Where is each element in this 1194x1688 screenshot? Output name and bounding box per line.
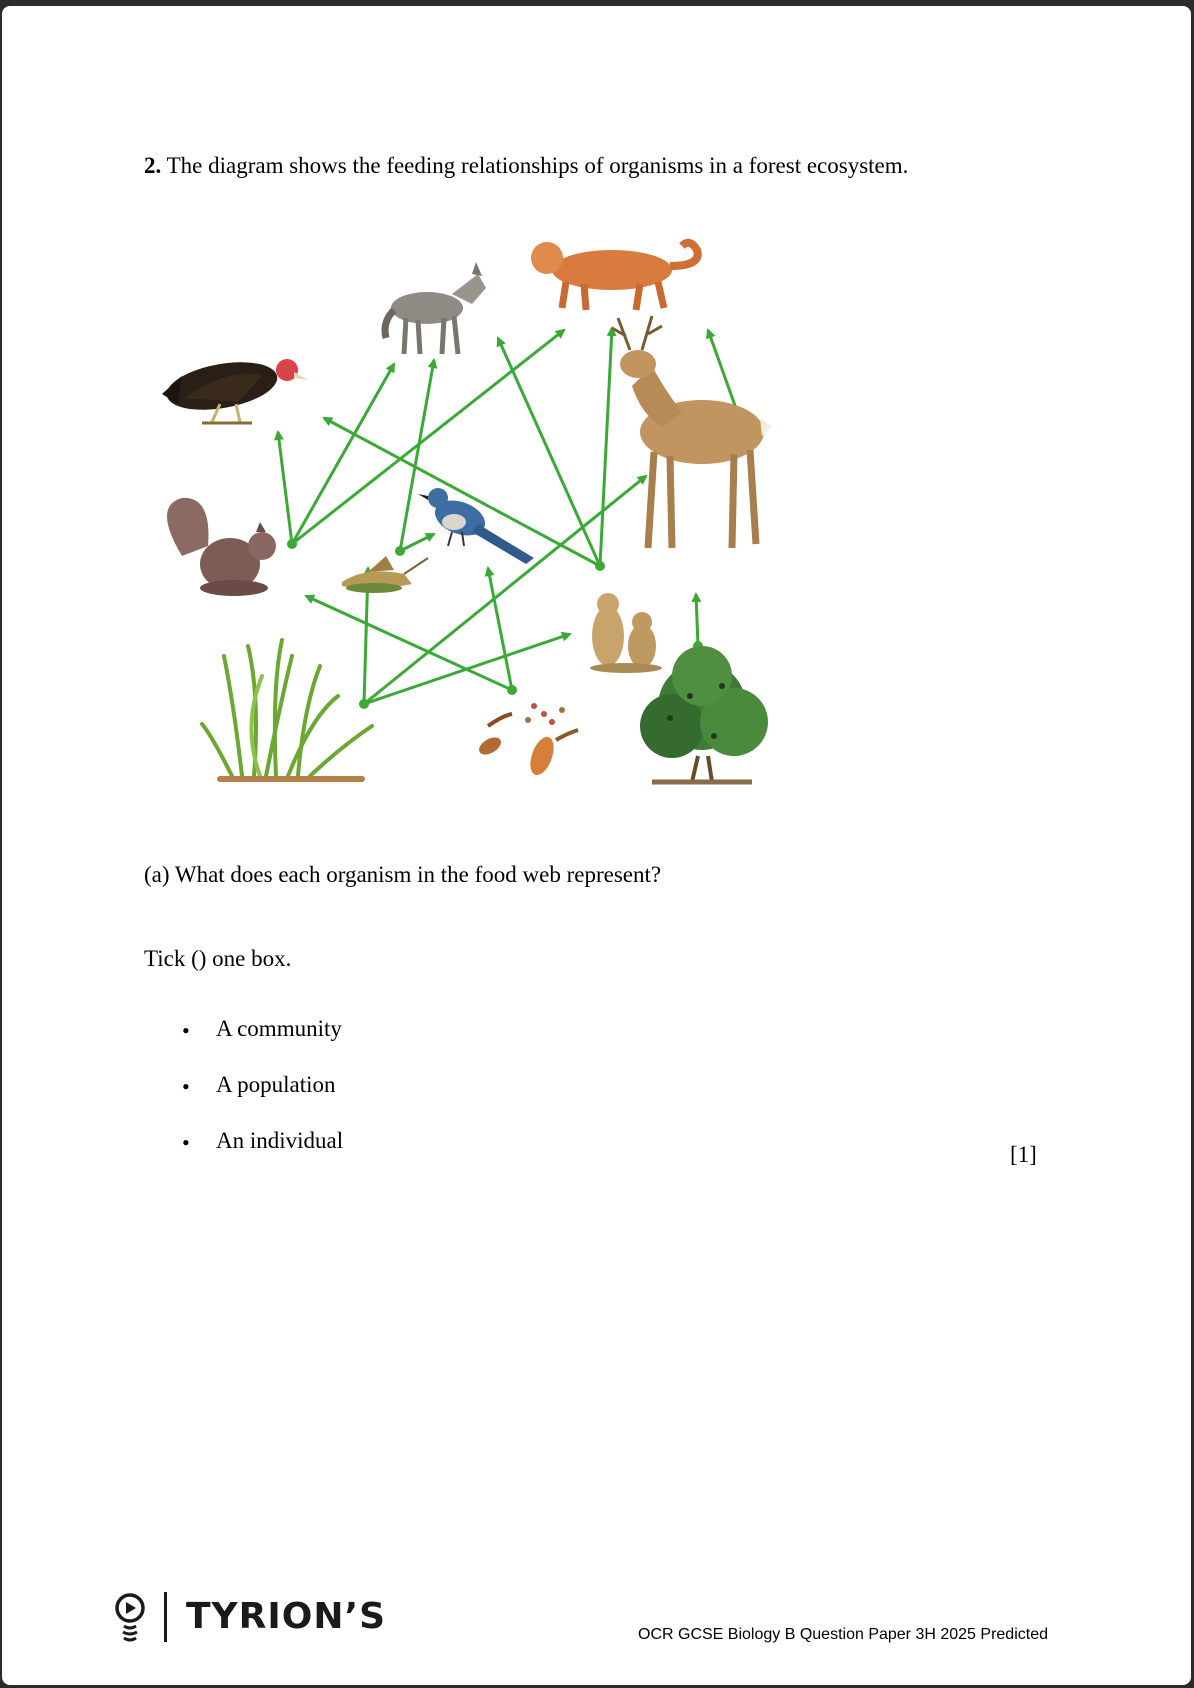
part-a-question: (a) What does each organism in the food web represent? (144, 862, 662, 887)
grass-icon (202, 640, 372, 779)
question-2 (144, 152, 908, 180)
arrow-squirrel-coyote (292, 364, 394, 544)
brand-logo (114, 1588, 394, 1648)
arrow-squirrel-puma (292, 330, 564, 544)
puma-icon (531, 242, 698, 310)
arrow-prairiedogs-puma (600, 328, 612, 566)
grasshopper-icon (342, 556, 428, 593)
vulture-icon (162, 355, 308, 423)
arrow-prairiedogs-coyote (498, 338, 600, 566)
exam-page (2, 6, 1191, 1685)
seeds-icon (476, 703, 578, 778)
lightbulb-icon (114, 1588, 154, 1648)
bullet: • (182, 1130, 190, 1155)
option-label: An individual (216, 1128, 344, 1153)
deer-icon (612, 316, 772, 548)
prairie-dogs-icon (590, 593, 662, 673)
brand-name: TYRION’S (186, 1596, 387, 1637)
arrow-shrub-deer (696, 594, 698, 646)
option-label: A population (216, 1072, 336, 1097)
logo-divider (164, 1592, 167, 1642)
option-label: A community (216, 1016, 342, 1041)
option-individual[interactable] (142, 1128, 1042, 1184)
coyote-icon (385, 262, 486, 354)
marks-indicator: [1] (1010, 1142, 1037, 1167)
paper-footer: OCR GCSE Biology B Question Paper 3H 2025 Predicted (638, 1626, 1048, 1643)
arrow-squirrel-vulture (278, 432, 292, 544)
question-number: 2. (144, 153, 162, 178)
food-web-diagram (142, 226, 842, 806)
answer-options (142, 1016, 1042, 1184)
question-text: The diagram shows the feeding relationships of organisms in a forest ecosystem. (166, 153, 909, 178)
option-community[interactable] (142, 1016, 1042, 1072)
bullet: • (182, 1074, 190, 1099)
option-population[interactable] (142, 1072, 1042, 1128)
bullet: • (182, 1018, 190, 1043)
squirrel-icon (167, 498, 276, 596)
arrow-grasshopper-jay (400, 534, 434, 551)
arrow-prairiedogs-vulture (324, 418, 600, 566)
tick-instruction: Tick () one box. (144, 946, 292, 971)
